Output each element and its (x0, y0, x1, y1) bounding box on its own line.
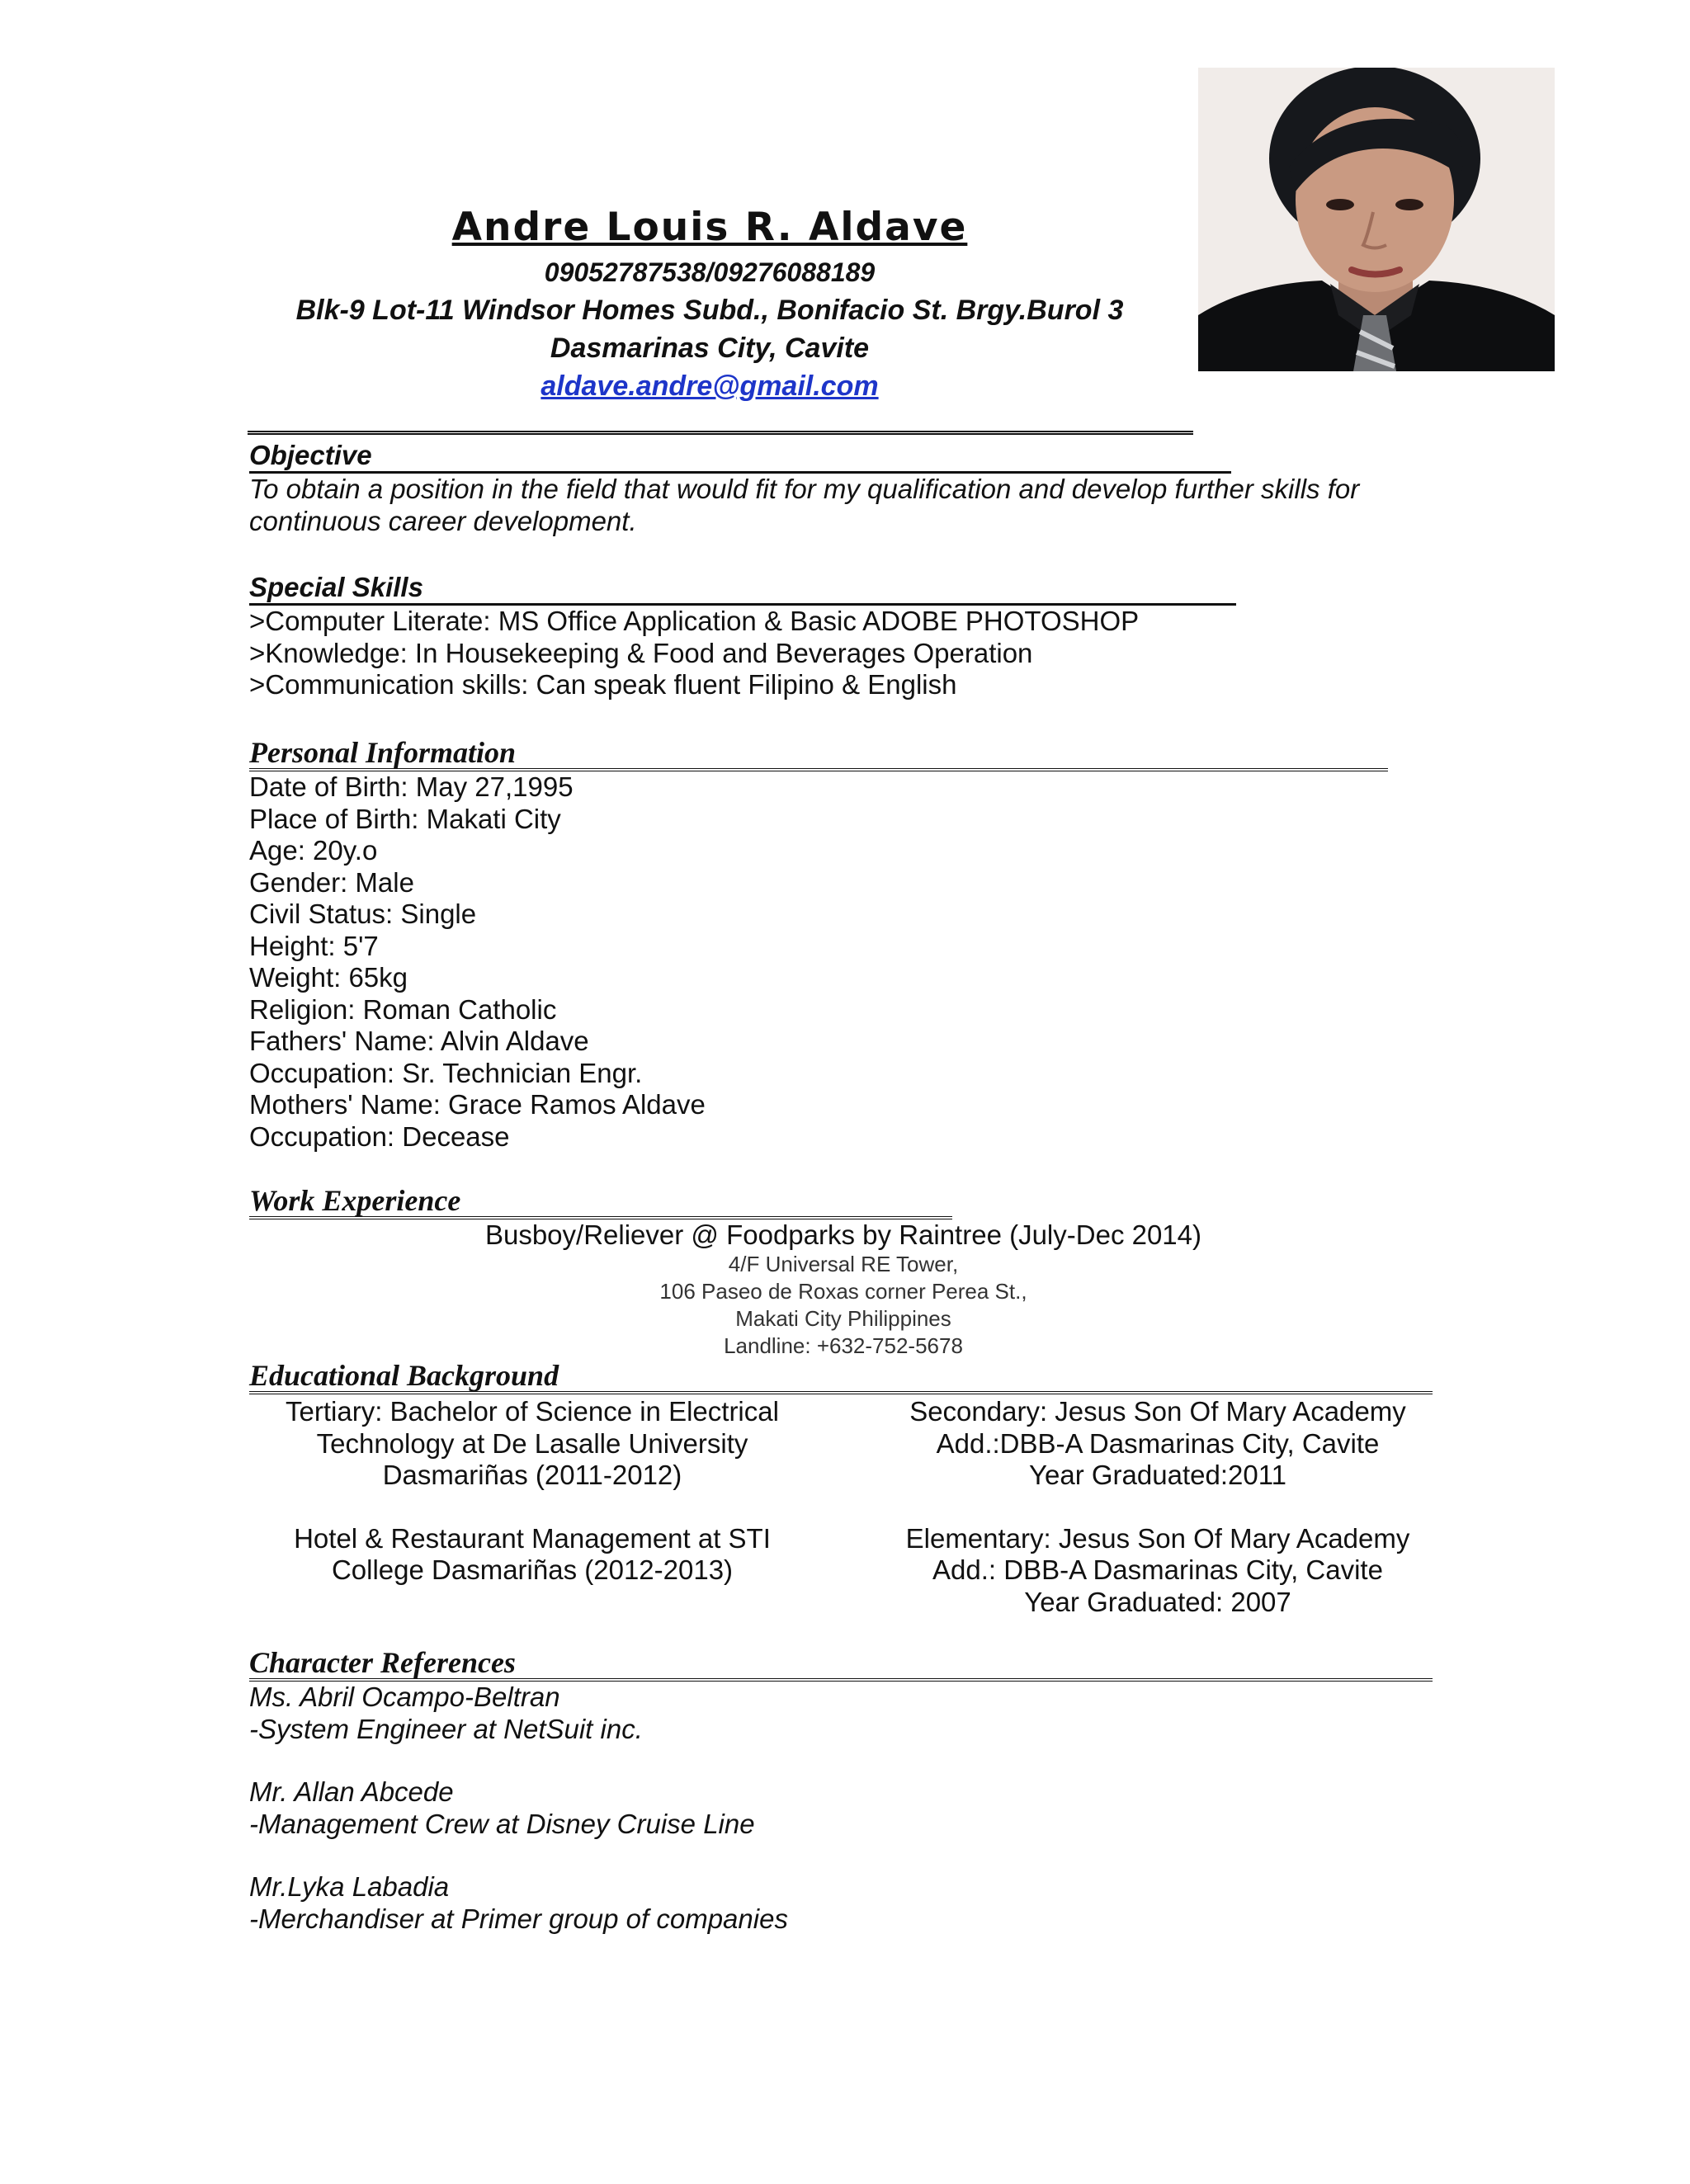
personal-info-item: Mothers' Name: Grace Ramos Aldave (249, 1089, 706, 1120)
applicant-name: Andre Louis R. Aldave (451, 205, 968, 250)
personal-info-section (249, 737, 1388, 1153)
personal-info-item: Occupation: Decease (249, 1120, 510, 1152)
education-right-column (844, 1396, 1471, 1618)
personal-info-item: Date of Birth: May 27,1995 (249, 771, 574, 802)
education-spacer (844, 1492, 1471, 1523)
work-entry (249, 1219, 1437, 1360)
work-heading: Work Experience (249, 1185, 952, 1219)
phone-numbers: 09052787538/09276088189 (544, 257, 876, 287)
portrait-image (1198, 68, 1555, 371)
education-line: Elementary: Jesus Son Of Mary Academy (905, 1522, 1410, 1554)
education-heading-wrap (249, 1360, 1433, 1394)
work-title: Busboy/Reliever @ Foodparks by Raintree (July-Dec 2014) (484, 1219, 1202, 1250)
personal-info-item: Civil Status: Single (249, 899, 477, 929)
education-spacer (219, 1492, 846, 1523)
reference-line: Mr.Lyka Labadia (249, 1871, 450, 1902)
address-line-1: Blk-9 Lot-11 Windsor Homes Subd., Bonifacio St. Brgy.Burol 3 (295, 295, 1124, 326)
skill-item: >Communication skills: Can speak fluent Filipino & English (249, 669, 957, 700)
objective-line: To obtain a position in the field that would fit for my qualification and develop further skills for (249, 474, 1360, 504)
header-divider (248, 431, 1193, 435)
education-line: Add.: DBB-A Dasmarinas City, Cavite (932, 1554, 1383, 1585)
profile-photo (1198, 68, 1555, 371)
references-section (249, 1647, 1433, 1935)
personal-info-item: Fathers' Name: Alvin Aldave (249, 1026, 589, 1056)
work-address-line: Landline: +632-752-5678 (724, 1333, 963, 1358)
education-line: Technology at De Lasalle University (316, 1427, 748, 1459)
personal-info-item: Height: 5'7 (249, 930, 379, 961)
personal-info-item: Place of Birth: Makati City (249, 803, 561, 834)
objective-line: continuous career development. (249, 505, 637, 536)
education-line: Year Graduated:2011 (1029, 1460, 1286, 1490)
education-heading: Educational Background (249, 1360, 1433, 1394)
work-address-line: Makati City Philippines (735, 1306, 951, 1331)
work-address-line: 4/F Universal RE Tower, (728, 1252, 959, 1276)
reference-line: Ms. Abril Ocampo-Beltran (249, 1682, 560, 1712)
education-line: Year Graduated: 2007 (1024, 1586, 1291, 1617)
personal-info-item: Weight: 65kg (249, 962, 408, 993)
reference-spacer (249, 1840, 1433, 1871)
work-address-line: 106 Paseo de Roxas corner Perea St., (659, 1279, 1027, 1304)
work-heading-wrap (249, 1185, 952, 1219)
reference-spacer (249, 1745, 1433, 1776)
education-line: Tertiary: Bachelor of Science in Electrical (286, 1396, 779, 1427)
education-left-column (219, 1396, 846, 1587)
personal-info-item: Age: 20y.o (249, 835, 378, 866)
skills-section (249, 572, 1236, 701)
skill-item: >Knowledge: In Housekeeping & Food and Beverages Operation (249, 637, 1033, 668)
references-heading: Character References (249, 1647, 1433, 1682)
education-line: College Dasmariñas (2012-2013) (331, 1554, 734, 1585)
resume-header (215, 202, 1205, 405)
personal-info-heading: Personal Information (249, 737, 1388, 771)
personal-info-item: Occupation: Sr. Technician Engr. (249, 1057, 643, 1088)
objective-section (249, 440, 1360, 537)
personal-info-item: Religion: Roman Catholic (249, 993, 557, 1025)
education-line: Add.:DBB-A Dasmarinas City, Cavite (936, 1427, 1380, 1459)
address-line-2: Dasmarinas City, Cavite (550, 333, 870, 364)
reference-line: -Management Crew at Disney Cruise Line (249, 1808, 755, 1839)
reference-line: -Merchandiser at Primer group of companies (249, 1903, 788, 1934)
objective-heading: Objective (249, 440, 1231, 474)
reference-line: -System Engineer at NetSuit inc. (249, 1713, 643, 1744)
personal-info-item: Gender: Male (249, 866, 414, 898)
education-line: Secondary: Jesus Son Of Mary Academy (909, 1396, 1406, 1427)
email-link[interactable]: aldave.andre@gmail.com (541, 370, 879, 402)
reference-line: Mr. Allan Abcede (249, 1776, 454, 1807)
education-line: Dasmariñas (2011-2012) (382, 1460, 682, 1490)
education-line: Hotel & Restaurant Management at STI (294, 1522, 771, 1554)
skill-item: >Computer Literate: MS Office Application & Basic ADOBE PHOTOSHOP (249, 606, 1140, 636)
skills-heading: Special Skills (249, 572, 1236, 606)
